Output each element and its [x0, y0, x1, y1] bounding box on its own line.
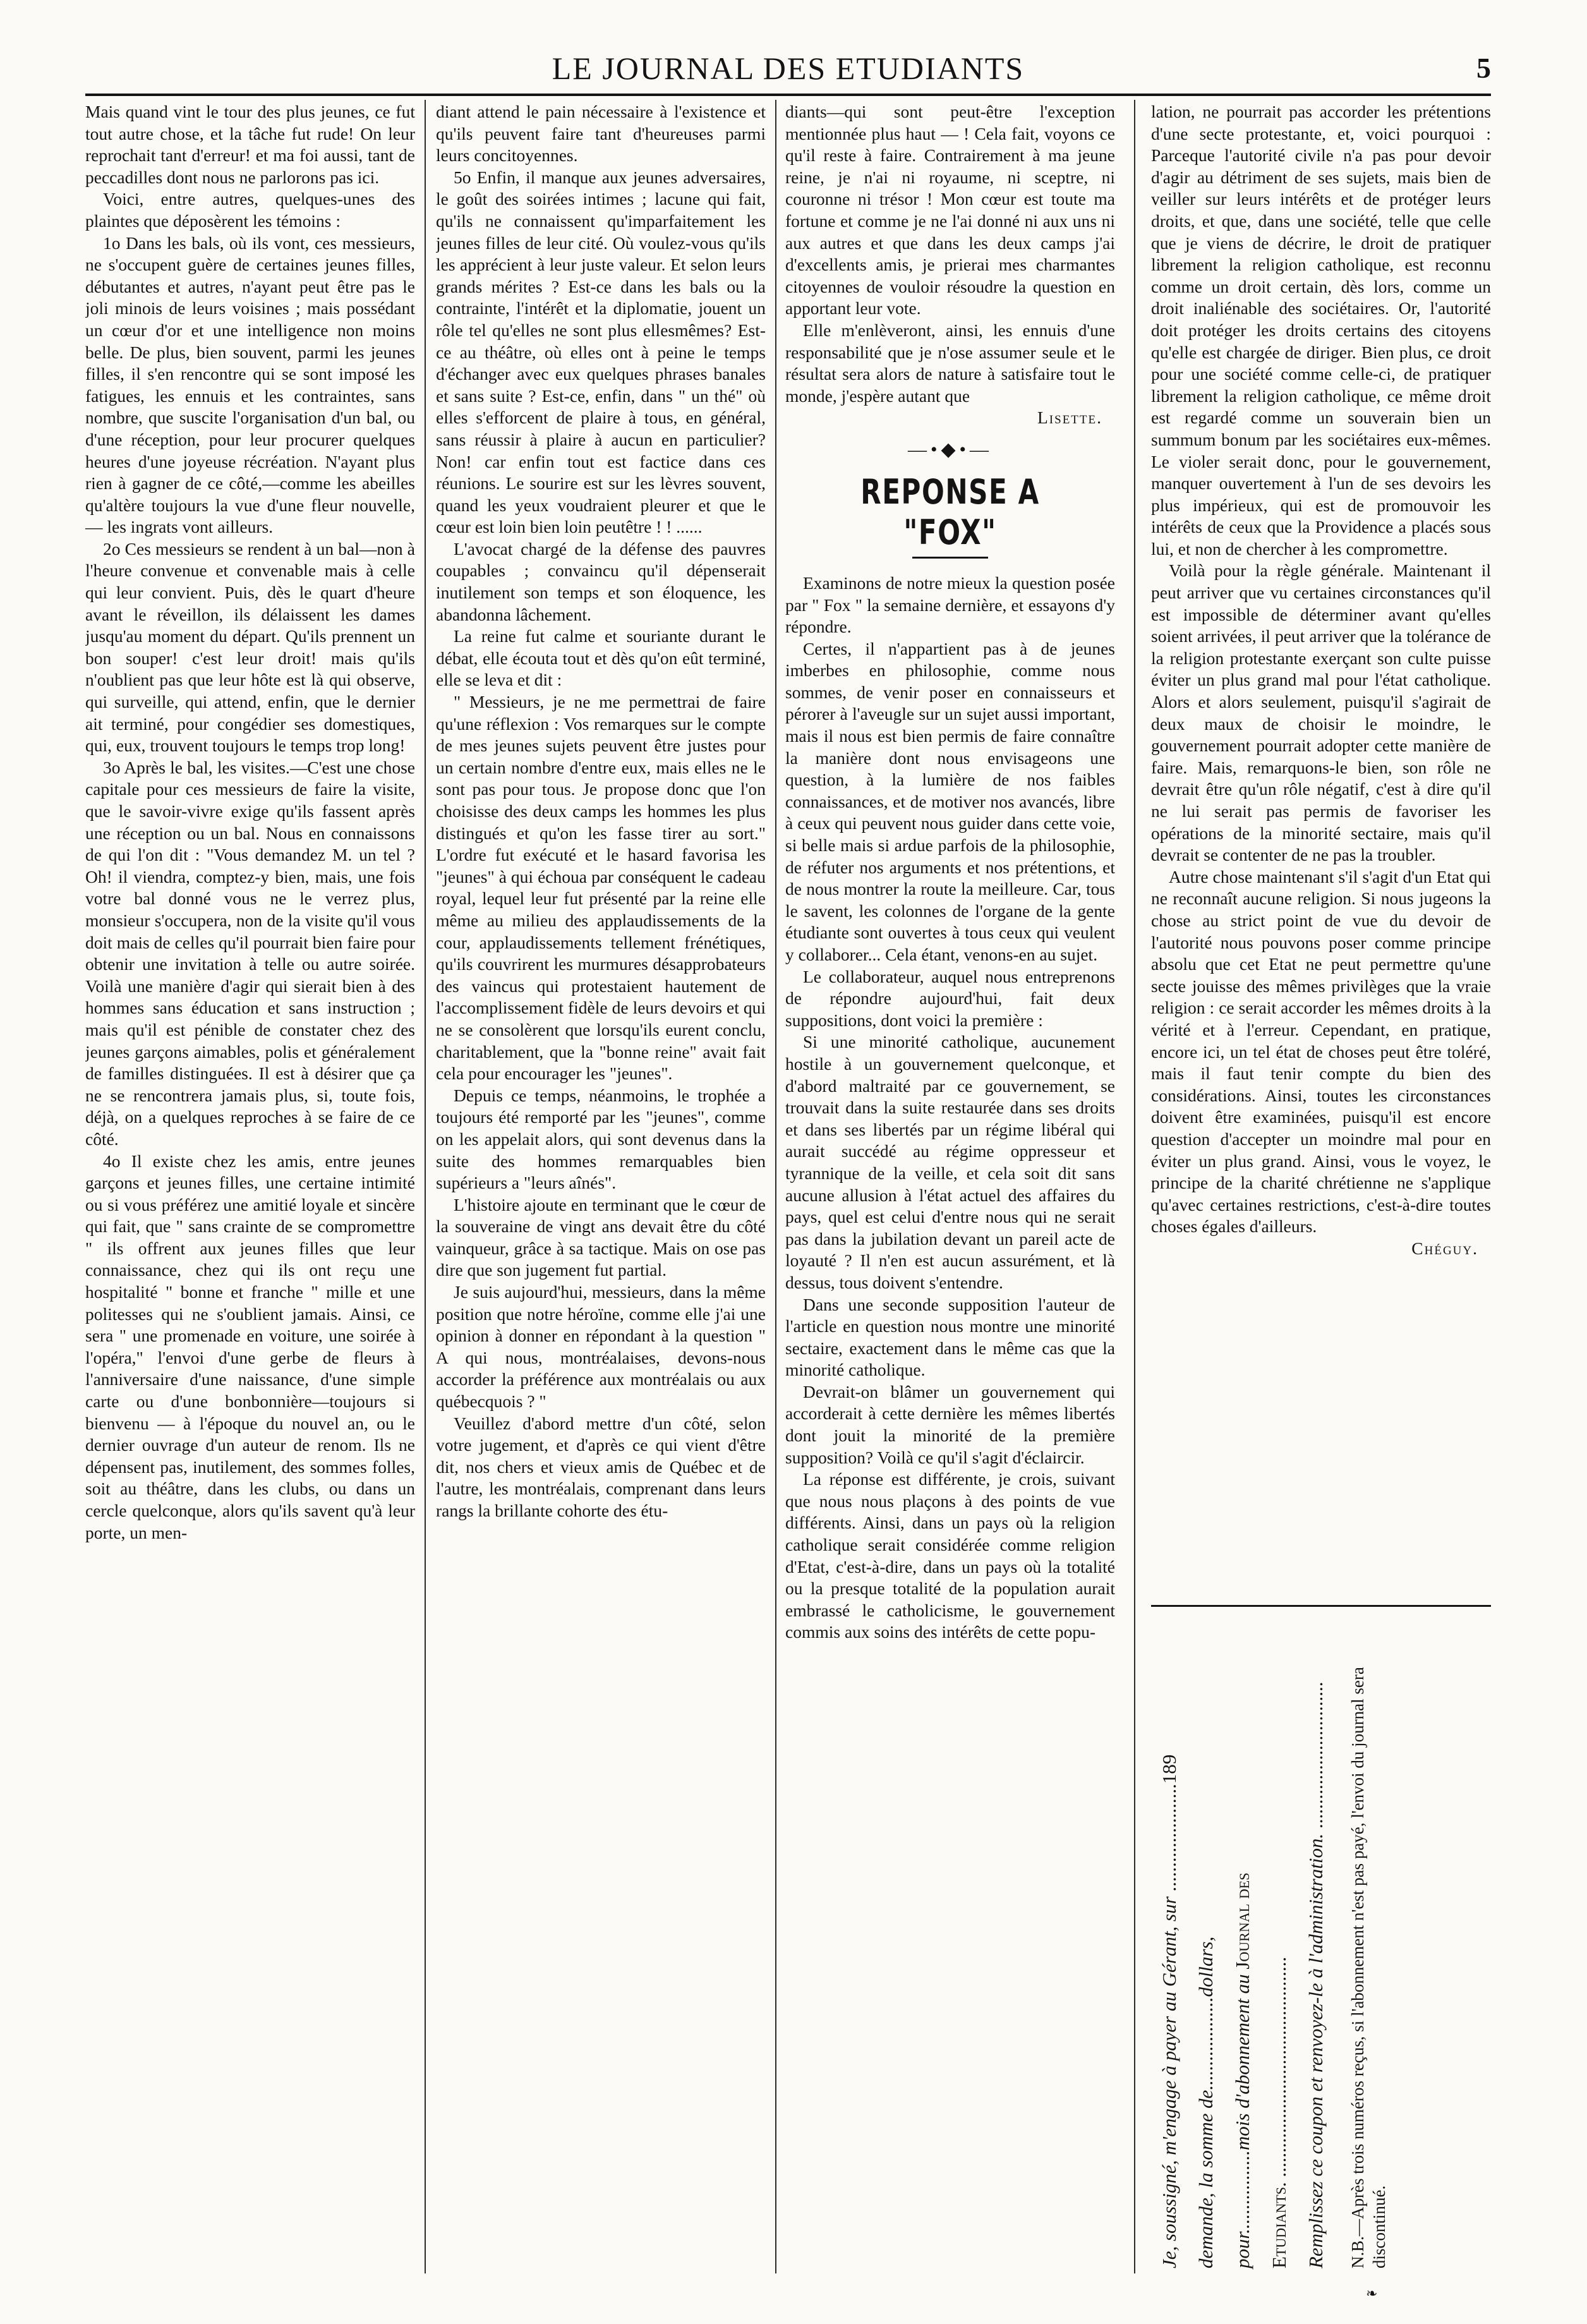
- paragraph: 4o Il existe chez les amis, entre jeunes garçons et jeunes filles, une certaine intimité ou si vous préférez une amitié loyale et sincère qui fait, que " sans crainte de se compromettre " ils offrent aux jeunes filles que leur connaissance, chez qui ils ont reçu une hospitalité " bonne et franche " mille et une politesses qui ne s'oublient jamais. Ainsi, ce sera " une promenade en voiture, une soirée à l'opéra," l'envoi d'une gerbe de fleurs à l'anniversaire d'une naissance, d'une simple carte ou d'une bonbonnière—toujours si bienvenu — à l'époque du nouvel an, ou le dernier ouvrage d'un auteur de renom. Ils ne dépensent pas, inutilement, des sommes folles, soit au théâtre, dans les clubs, ou dans un cercle quelconque, alors qu'ils savent qu'à leur porte, un men-: [85, 1151, 415, 1542]
- newspaper-title: LE JOURNAL DES ETUDIANTS: [552, 51, 1025, 86]
- column-divider-2: [775, 100, 776, 2273]
- paragraph: Elle m'enlèveront, ainsi, les ennuis d'une responsabilité que je n'ose assumer seule et le résultat sera alors de nature à satisfaire tout le monde, j'espère autant que: [785, 320, 1115, 406]
- coupon-etudiants: Etudiants.: [1268, 2182, 1290, 2268]
- paragraph: L'avocat chargé de la défense des pauvres coupables ; convaincu qu'il dépenserait inutilement son temps et son éloquence, les abandonna lâchement.: [436, 538, 766, 624]
- signature-lisette: Lisette.: [1037, 408, 1102, 428]
- paragraph: Je suis aujourd'hui, messieurs, dans la même position que notre héroïne, comme elle j'ai une opinion à donner en répondant à la question " A qui nous, montréalaises, devons-nous accorder la préférence aux montréalais ou aux québecquois ? ": [436, 1282, 766, 1412]
- coupon-text: [1151, 1611, 1491, 2275]
- paragraph: Veuillez d'abord mettre d'un côté, selon votre jugement, et d'après ce qui vient d'être dit, nos chers et vieux amis de Québec et de l'autre, les montréalais, comprenant dans leurs rangs la brillante cohorte des étu-: [436, 1413, 766, 1520]
- coupon-line-5: [1298, 1611, 1334, 2275]
- paragraph: 1o Dans les bals, où ils vont, ces messieurs, ne s'occupent guère de certaines jeunes filles, débutantes et autres, n'ayant peut être pas le joli minois de leurs voisines ; mais possédant un cœur d'or et une intelligence non moins belle. De plus, bien souvent, parmi les jeunes filles, il s'en rencontre qui se sont imposé les fatigues, les ennuis et les contraintes, sans nombre, que suscite l'organisation d'un bal, ou d'une réception, pour leur procurer quelques heures d'une joyeuse récréation. N'ayant plus rien à gagner de ce côté,—comme les abeilles qu'altère toujours la vue d'une fleur nouvelle, — les ingrats vont ailleurs.: [85, 233, 415, 537]
- paragraph: Voilà pour la règle générale. Maintenant il peut arriver que vu certaines circonstances qu'il est impossible de déterminer avant qu'elles soient arrivées, il peut arriver que la tolérance de la religion protestante exerçant son culte puisse éviter un plus grand mal pour l'état catholique. Alors et alors seulement, puisqu'il s'agirait de deux maux de choisir le moindre, le gouvernement pourrait adopter cette manière de faire. Mais, remarquons-le bien, son rôle ne devrait être qu'un rôle négatif, c'est à dire qu'il ne lui serait pas permis de favoriser les opérations de la minorité sectaire, mais qu'il devrait se contenter de ne pas la troubler.: [1151, 560, 1491, 865]
- coupon-line-1: [1151, 1611, 1188, 2275]
- paragraph: Dans une seconde supposition l'auteur de l'article en question nous montre une minorité sectaire, exactement dans le même cas que la minorité catholique.: [785, 1294, 1115, 1380]
- paragraph: Si une minorité catholique, aucunement hostile à un gouvernement quelconque, et d'abord maltraité par ce gouvernement, se trouvait dans la suite restaurée dans ses droits et dans ses libertés par un régime libéral qui aurait succédé au régime oppresseur et tyrannique de la veille, et cela soit dit sans aucune allusion à l'état actuel des affaires du pays, quel est celui d'entre nous qui ne serait pas dans la jubilation devant un pareil acte de loyauté ? Il n'en est aucun assurément, et là dessus, tous doivent s'entendre.: [785, 1032, 1115, 1292]
- coupon-line-2: demande, la somme de...................dollars,: [1195, 1936, 1217, 2268]
- column-divider-3: [1134, 100, 1135, 2273]
- paragraph: La réponse est différente, je crois, suivant que nous nous plaçons à des points de vue différents. Ainsi, dans un pays où la religion catholique serait considérée comme religion d'Etat, c'est-à-dire, dans un pays où la totalité ou la presque totalité de la population aurait embrassé le catholicisme, le gouvernement commis aux soins des intérêts de cette popu-: [785, 1469, 1115, 1642]
- header-rule: [85, 94, 1491, 96]
- paragraph: Autre chose maintenant s'il s'agit d'un Etat qui ne reconnaît aucune religion. Si nous jugeons la chose au strict point de vue du devoir de l'autorité nous pouvons poser comme principe absolu que cet Etat ne peut permettre qu'une secte jouisse des mêmes privilèges que la vraie religion : ce serait accorder les mêmes droits à la vérité et à l'erreur. Cependant, en pratique, encore ici, un tel état de choses peut être toléré, mais il faut tenir compte du bien des considérations. Ainsi, toutes les circonstances doivent être examinées, puisqu'il est encore question d'accepter un moindre mal pour en éviter un plus grand. Ainsi, vous le voyez, le principe de la charité chrétienne ne s'applique qu'avec certaines restrictions, c'est-à-dire toutes choses égales d'ailleurs.: [1151, 866, 1491, 1237]
- paragraph: lation, ne pourrait pas accorder les prétentions d'une secte protestante, et, voici pourquoi : Parceque l'autorité civile n'a pas pour devoir d'agir au détriment de ses sujets, mais bien de veiller sur leurs intérêts et de protéger leurs droits, et que, dans une société, telle que celle que je viens de décrire, le droit de pratiquer librement la religion catholique, est reconnu comme un droit certain, dès lors, comme un droit inaliénable des sociétaires. Or, l'autorité doit protéger les droits certains des citoyens qu'elle est chargée de diriger. Bien plus, ce droit pour une société comme celle-ci, de pratiquer librement la religion catholique, ce même droit est regardé comme un souverain bien un summum bonum par les sociétaires eux-mêmes. Le violer serait donc, pour le gouvernement, manquer ouvertement à l'un de ses devoirs les plus impérieux, qui est de promouvoir les intérêts de ceux que la Providence a placés sous lui, et non de chercher à les compromettre.: [1151, 102, 1491, 559]
- page-number: 5: [1476, 52, 1491, 84]
- coupon-months: pour.................mois d'abonnement au: [1231, 1969, 1253, 2268]
- ornament-divider: —•◆•—: [907, 439, 993, 460]
- fleuron-ornament-icon: ❧: [1366, 2286, 1378, 2302]
- column-4: [1151, 101, 1491, 1599]
- coupon-line-4: [1261, 1611, 1298, 2275]
- paragraph: 3o Après le bal, les visites.—C'est une chose capitale pour ces messieurs de faire la visite, que le savoir-vivre exige qu'ils fassent après une réception ou un bal. Nous en connaissons de qui l'on dit : "Vous demandez M. un tel ? Oh! il viendra, comptez-y bien, mais, une fois votre bal donné vous ne le verrez plus, monsieur s'occupera, non de la visite qu'il vous doit mais de celles qu'il pourrait bien faire pour obtenir une invitation à telle ou autre soirée. Voilà une manière d'agir qui sierait bien à des hommes sans éducation et sans instruction ; mais qu'il est pénible de constater chez des jeunes garçons aimables, polis et généralement de familles distinguées. Il est à désirer que ça ne se rencontrera jamais plus, si, toute fois, déjà, on a quelques reproches à se faire de ce côté.: [85, 757, 415, 1149]
- coupon-instructions: Remplissez ce coupon et renvoyez-le à l'administration.: [1305, 1833, 1327, 2268]
- coupon-pledge: Je, soussigné, m'engage à payer au Gérant, sur: [1158, 1896, 1180, 2268]
- column-2: [436, 101, 766, 2275]
- coupon-line-3: [1224, 1611, 1261, 2275]
- coupon-journal-name: Journal des: [1231, 1872, 1253, 1970]
- coupon-date-field: ......................189: [1158, 1754, 1180, 1892]
- column-1: [85, 101, 415, 2275]
- headline-rule: [912, 557, 988, 559]
- paragraph: L'histoire ajoute en terminant que le cœur de la souveraine de vingt ans devait être du côté vainqueur, grâce à sa tactique. Mais on ose pas dire que son jugement fut partial.: [436, 1194, 766, 1280]
- paragraph: 5o Enfin, il manque aux jeunes adversaires, le goût des soirées intimes ; lacune qui fait, qu'ils ne connaissent qu'imparfaitement les jeunes filles de leur cité. Où voulez-vous qu'ils les apprécient à leur juste valeur. Et selon leurs grands mérites ? Est-ce dans les bals ou la contrainte, l'intérêt et la diplomatie, jouent un rôle tel qu'elles ne sont plus ellesmêmes? Est-ce au théâtre, où elles ont à peine le temps d'échanger avec eux quelques phrases banales et sans suite ? Est-ce, enfin, dans " un thé" où elles s'efforcent de plaire à tous, en général, sans réussir à plaire à aucun en particulier? Non! car enfin tout est factice dans ces réunions. Le sourire est sur les lèvres souvent, quand les yeux voudraient pleurer et que le cœur est loin bien loin peutêtre ! ! ......: [436, 167, 766, 537]
- coupon-name-field: .............................................: [1268, 1956, 1290, 2177]
- coupon-note: N.B.—Après trois numéros reçus, si l'abonnement n'est pas payé, l'envoi du journal sera discontinué.: [1348, 1667, 1389, 2268]
- paragraph: diant attend le pain nécessaire à l'existence et qu'ils peuvent faire tant d'heureuses parmi leurs concitoyennes.: [436, 102, 766, 166]
- paragraph: Le collaborateur, auquel nous entreprenons de répondre aujourd'hui, fait deux suppositions, dont voici la première :: [785, 966, 1115, 1030]
- subscription-coupon: [1151, 1611, 1491, 2275]
- coupon-rule: [1151, 1605, 1491, 1607]
- column-3: [785, 101, 1115, 2275]
- paragraph: " Messieurs, je ne me permettrai de faire qu'une réflexion : Vos remarques sur le compte de mes jeunes sujets peuvent être justes pour un certain nombre d'entre eux, mais elles ne le sont pas pour tous. Je propose donc que l'on choisisse des deux camps les hommes les plus distingués et qu'on les fasse tirer au sort." L'ordre fut exécuté et le hasard favorisa les "jeunes" à qui échoua par conséquent le cadeau royal, lequel leur fut présenté par la reine elle même au milieu des applaudissements de la cour, applaudissements tellement frénétiques, qu'ils couvrirent les murmures désapprobateurs des vaincus qui protestaient hautement de l'accomplissement fidèle de leurs devoirs et qui ne se consolèrent que lorsqu'ils eurent conclu, charitablement, que la "bonne reine" avait fait cela pour encourager les "jeunes".: [436, 692, 766, 1084]
- paragraph: diants—qui sont peut-être l'exception mentionnée plus haut — ! Cela fait, voyons ce qu'il reste à faire. Contrairement à ma jeune reine, je n'ai ni royaume, ni sceptre, ni couronne ni trésor ! Mon cœur est toute ma fortune et comme je ne l'ai donné ni aux uns ni aux autres et que dans les deux camps j'ai d'excellents amis, je prierai mes charmantes citoyennes de vouloir résoudre la question en apportant leur vote.: [785, 102, 1115, 318]
- article-headline: REPONSE A "FOX": [860, 471, 1040, 552]
- paragraph: Certes, il n'appartient pas à de jeunes imberbes en philosophie, comme nous sommes, de venir poser en connaisseurs et pérorer à l'aveugle sur un sujet aussi important, mais il nous est bien permis de faire connaître la manière dont nous envisageons une question, à la lumière de nos faibles connaissances, et de motiver nos avancés, libre à ceux qui peuvent nous guider dans cette voie, si belle mais si ardue parfois de la philosophie, de réfuter nos arguments et nos prétentions, et de nous montrer la route la meilleure. Car, tous le savent, les colonnes de l'organe de la gente étudiante sont ouvertes à tous ceux qui veulent y collaborer... Cela étant, venons-en au sujet.: [785, 638, 1115, 964]
- paragraph: 2o Ces messieurs se rendent à un bal—non à l'heure convenue et convenable mais à celle qui leur convient. Puis, dès le quart d'heure avant le réveillon, ils délaissent les dames jusqu'au moment du départ. Qu'ils prennent un bon souper! c'est leur droit! mais qu'ils n'oublient pas que leur hôte est là qui observe, qui surveille, qui attend, enfin, que le dernier ait terminé, pour congédier ses domestiques, qui, eux, trouvent toujours le temps trop long!: [85, 538, 415, 756]
- column-divider-1: [425, 100, 426, 2273]
- paragraph: Mais quand vint le tour des plus jeunes, ce fut tout autre chose, et la tâche fut rude! On leur reprochait tant d'erreur! et ma foi aussi, tant de peccadilles dont nous ne parlorons pas ici.: [85, 102, 415, 187]
- paragraph: La reine fut calme et souriante durant le débat, elle écouta tout et dès qu'on eût terminé, elle se leva et dit :: [436, 626, 766, 690]
- masthead: [85, 44, 1491, 94]
- paragraph: Depuis ce temps, néanmoins, le trophée a toujours été remporté par les "jeunes", comme on les appelait alors, qui sont devenus dans la suite des hommes remarquables bien supérieurs a "leurs aînés".: [436, 1085, 766, 1193]
- signature-cheguy: Chéguy.: [1411, 1238, 1478, 1258]
- paragraph: Voici, entre autres, quelques-unes des plaintes que déposèrent les témoins :: [85, 189, 415, 231]
- coupon-address-field: ..............................: [1305, 1681, 1327, 1829]
- paragraph: Examinons de notre mieux la question posée par " Fox " la semaine dernière, et essayons d'y répondre.: [785, 572, 1115, 637]
- paragraph: Devrait-on blâmer un gouvernement qui accorderait à cette dernière les mêmes libertés dont jouit la minorité de la première supposition? Voilà ce qu'il s'agit d'éclaircir.: [785, 1381, 1115, 1467]
